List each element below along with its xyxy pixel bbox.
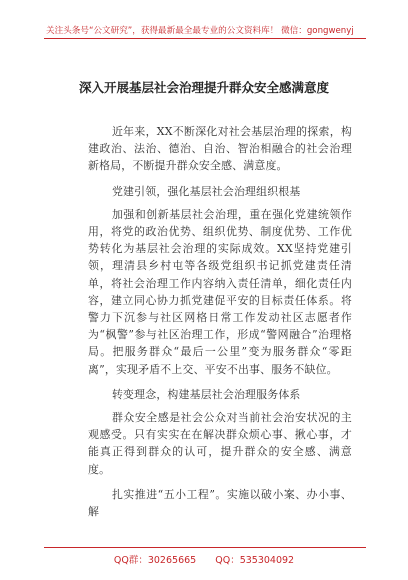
document-title: 深入开展基层社会治理提升群众安全感满意度 bbox=[78, 80, 329, 95]
document-body bbox=[88, 123, 352, 520]
footer-divider bbox=[44, 547, 366, 548]
section-heading-1: 党建引领，强化基层社会治理组织根基 bbox=[111, 184, 301, 198]
paragraph-intro: 近年来，XX不断深化对社会基层治理的探索，构建政治、法治、德治、自治、智治相融合的社会治理新格局，不断提升群众安全感、满意度。 bbox=[88, 125, 352, 173]
qq-number: QQ：535304092 bbox=[215, 555, 295, 566]
section-heading-2: 转变理念，构建基层社会治理服务体系 bbox=[111, 387, 301, 401]
footer-contact bbox=[0, 552, 408, 566]
header-divider bbox=[44, 38, 366, 39]
qq-group-number: QQ群：30265665 bbox=[113, 555, 197, 566]
paragraph-party-building: 加强和创新基层社会治理，重在强化党建统领作用，将党的政治优势、组织优势、制度优势、工作优势转化为基层社会治理的实际成效。XX坚持党建引领，理清县乡村屯等各级党组织书记抓党建责任清单，将社会治理工作内容纳入责任清单，细化责任内容，建立同心协力抓党建促平安的目标责任体系。将警力下沉参与社区网格日常工作发动社区志愿者作为“枫警”参与社区治理工作，形成“警网融合”治理格局。把服务群众“最后一公里”变为服务群众“零距离”，实现矛盾不上交、平安不出事、服务不缺位。 bbox=[88, 207, 352, 376]
header-notice: 关注头条号“公文研究”，获得最新最全最专业的公文资料库！ 微信：gongwenyj bbox=[46, 26, 354, 36]
paragraph-five-small-projects: 扎实推进“五小工程”。实施以破小案、办小事、解 bbox=[88, 487, 352, 519]
paragraph-sense-of-security: 群众安全感是社会公众对当前社会治安状况的主观感受。只有实实在在解决群众烦心事、揪心事，才能真正得到群众的认可，提升群众的安全感、满意度。 bbox=[88, 411, 352, 476]
